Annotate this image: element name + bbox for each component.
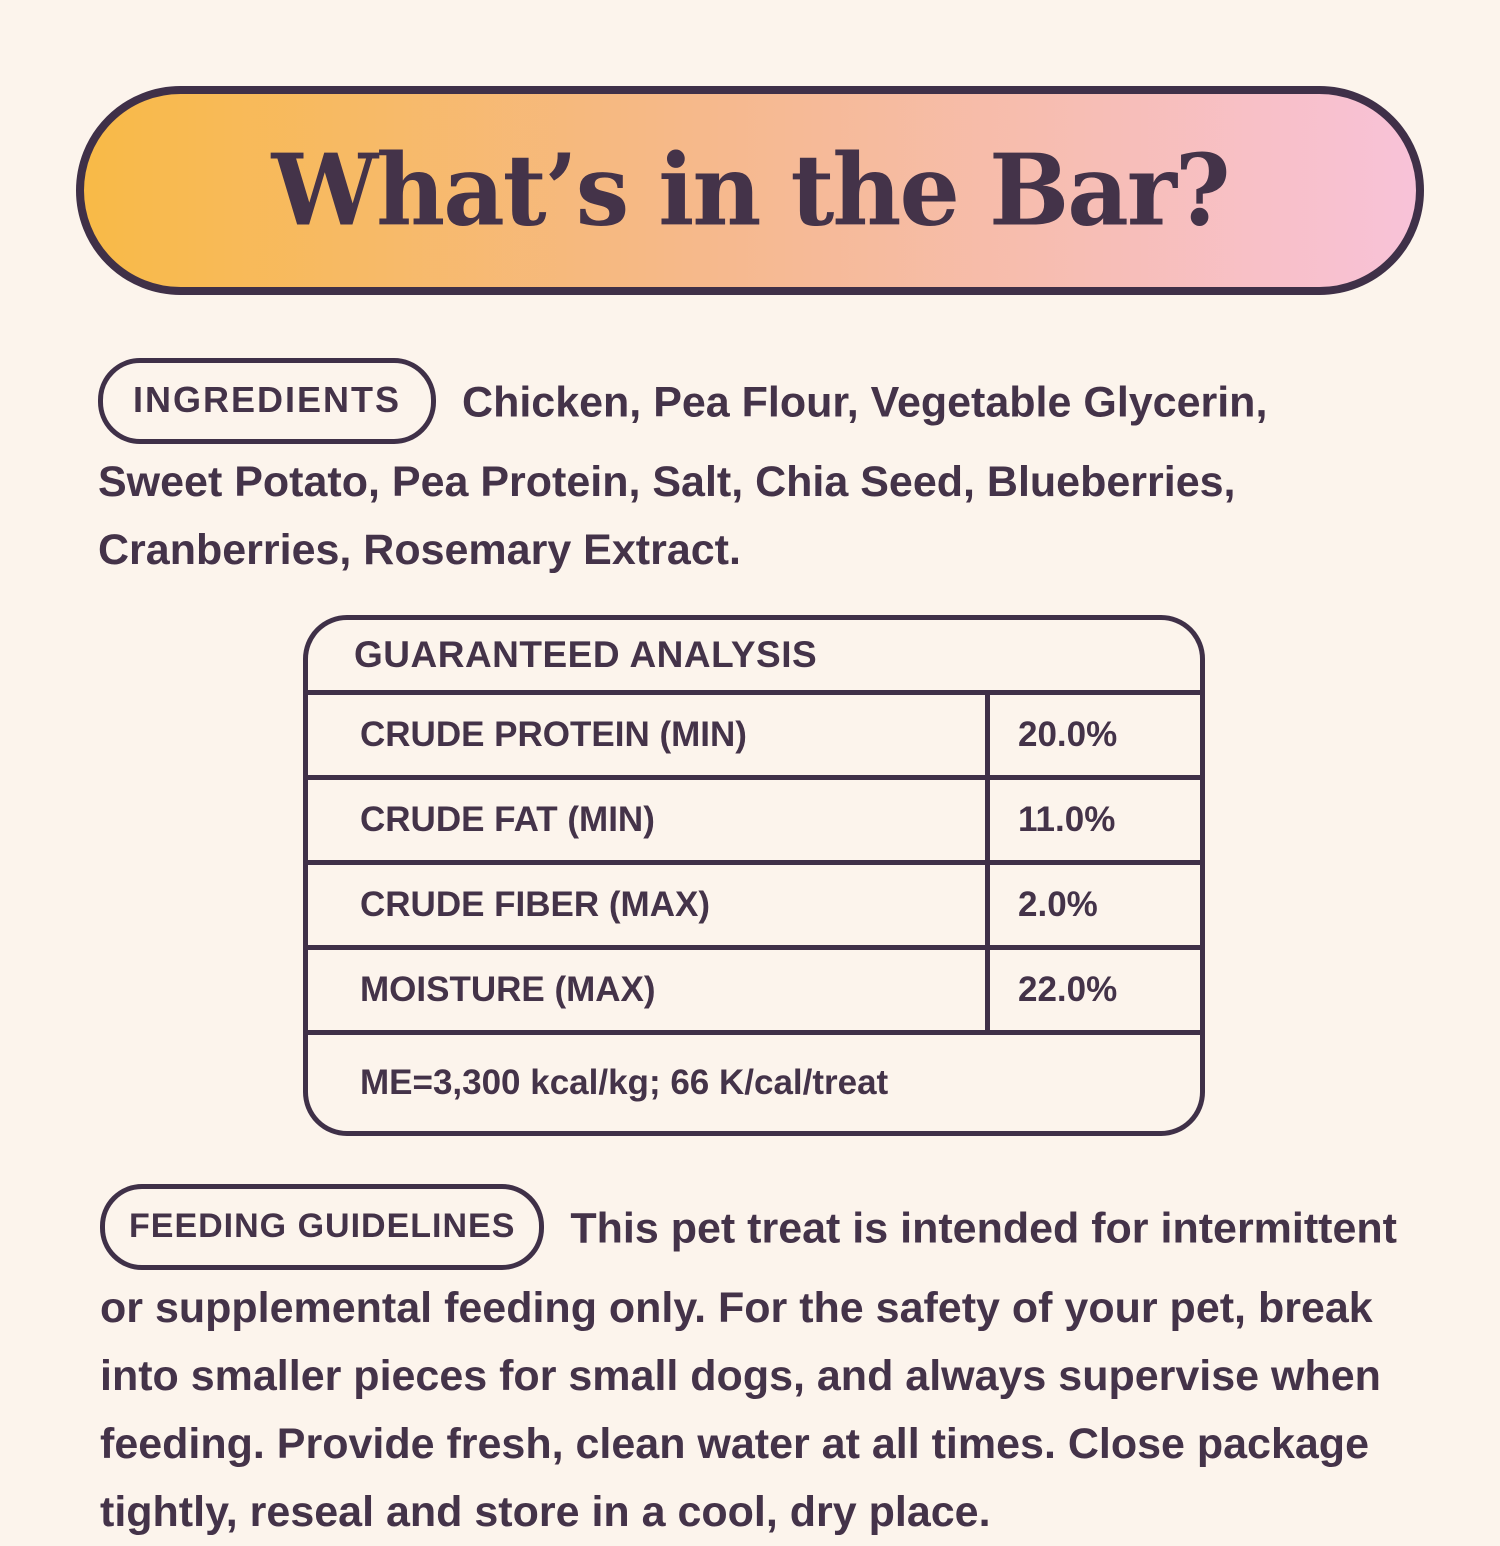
row-value-crude-protein: 20.0% bbox=[985, 695, 1200, 775]
table-row bbox=[308, 945, 1200, 1030]
ingredients-label: INGREDIENTS bbox=[133, 379, 402, 420]
table-footnote: ME=3,300 kcal/kg; 66 K/cal/treat bbox=[308, 1030, 1200, 1131]
feeding-guidelines-text: This pet treat is intended for intermittent or supplemental feeding only. For the safety of your pet, break into smaller pieces for small dogs, and always supervise when feeding. Provide fresh, clean water at all times. Close package tightly, reseal and store in a cool, dry place. bbox=[100, 1204, 1397, 1536]
row-value-crude-fiber: 2.0% bbox=[985, 865, 1200, 945]
ingredients-text: Chicken, Pea Flour, Vegetable Glycerin, Sweet Potato, Pea Protein, Salt, Chia Seed, Blueberries, Cranberries, Rosemary Extract. bbox=[98, 378, 1268, 574]
ingredients-label-pill bbox=[98, 358, 436, 444]
table-title: GUARANTEED ANALYSIS bbox=[354, 634, 818, 675]
row-label-crude-fiber: CRUDE FIBER (MAX) bbox=[360, 885, 710, 924]
ingredients-section bbox=[98, 362, 1378, 584]
row-label-crude-protein: CRUDE PROTEIN (MIN) bbox=[360, 715, 747, 754]
feeding-guidelines-label-pill bbox=[100, 1184, 544, 1270]
row-value-moisture: 22.0% bbox=[985, 950, 1200, 1030]
row-value-crude-fat: 11.0% bbox=[985, 780, 1200, 860]
title-banner bbox=[76, 86, 1424, 295]
table-row bbox=[308, 860, 1200, 945]
row-label-moisture: MOISTURE (MAX) bbox=[360, 970, 656, 1009]
page-title: What’s in the Bar? bbox=[271, 132, 1229, 249]
table-row bbox=[308, 690, 1200, 775]
guaranteed-analysis-table bbox=[303, 615, 1205, 1136]
feeding-guidelines-label: FEEDING GUIDELINES bbox=[129, 1207, 516, 1245]
feeding-guidelines-section bbox=[100, 1188, 1400, 1546]
table-row bbox=[308, 775, 1200, 860]
row-label-crude-fat: CRUDE FAT (MIN) bbox=[360, 800, 655, 839]
